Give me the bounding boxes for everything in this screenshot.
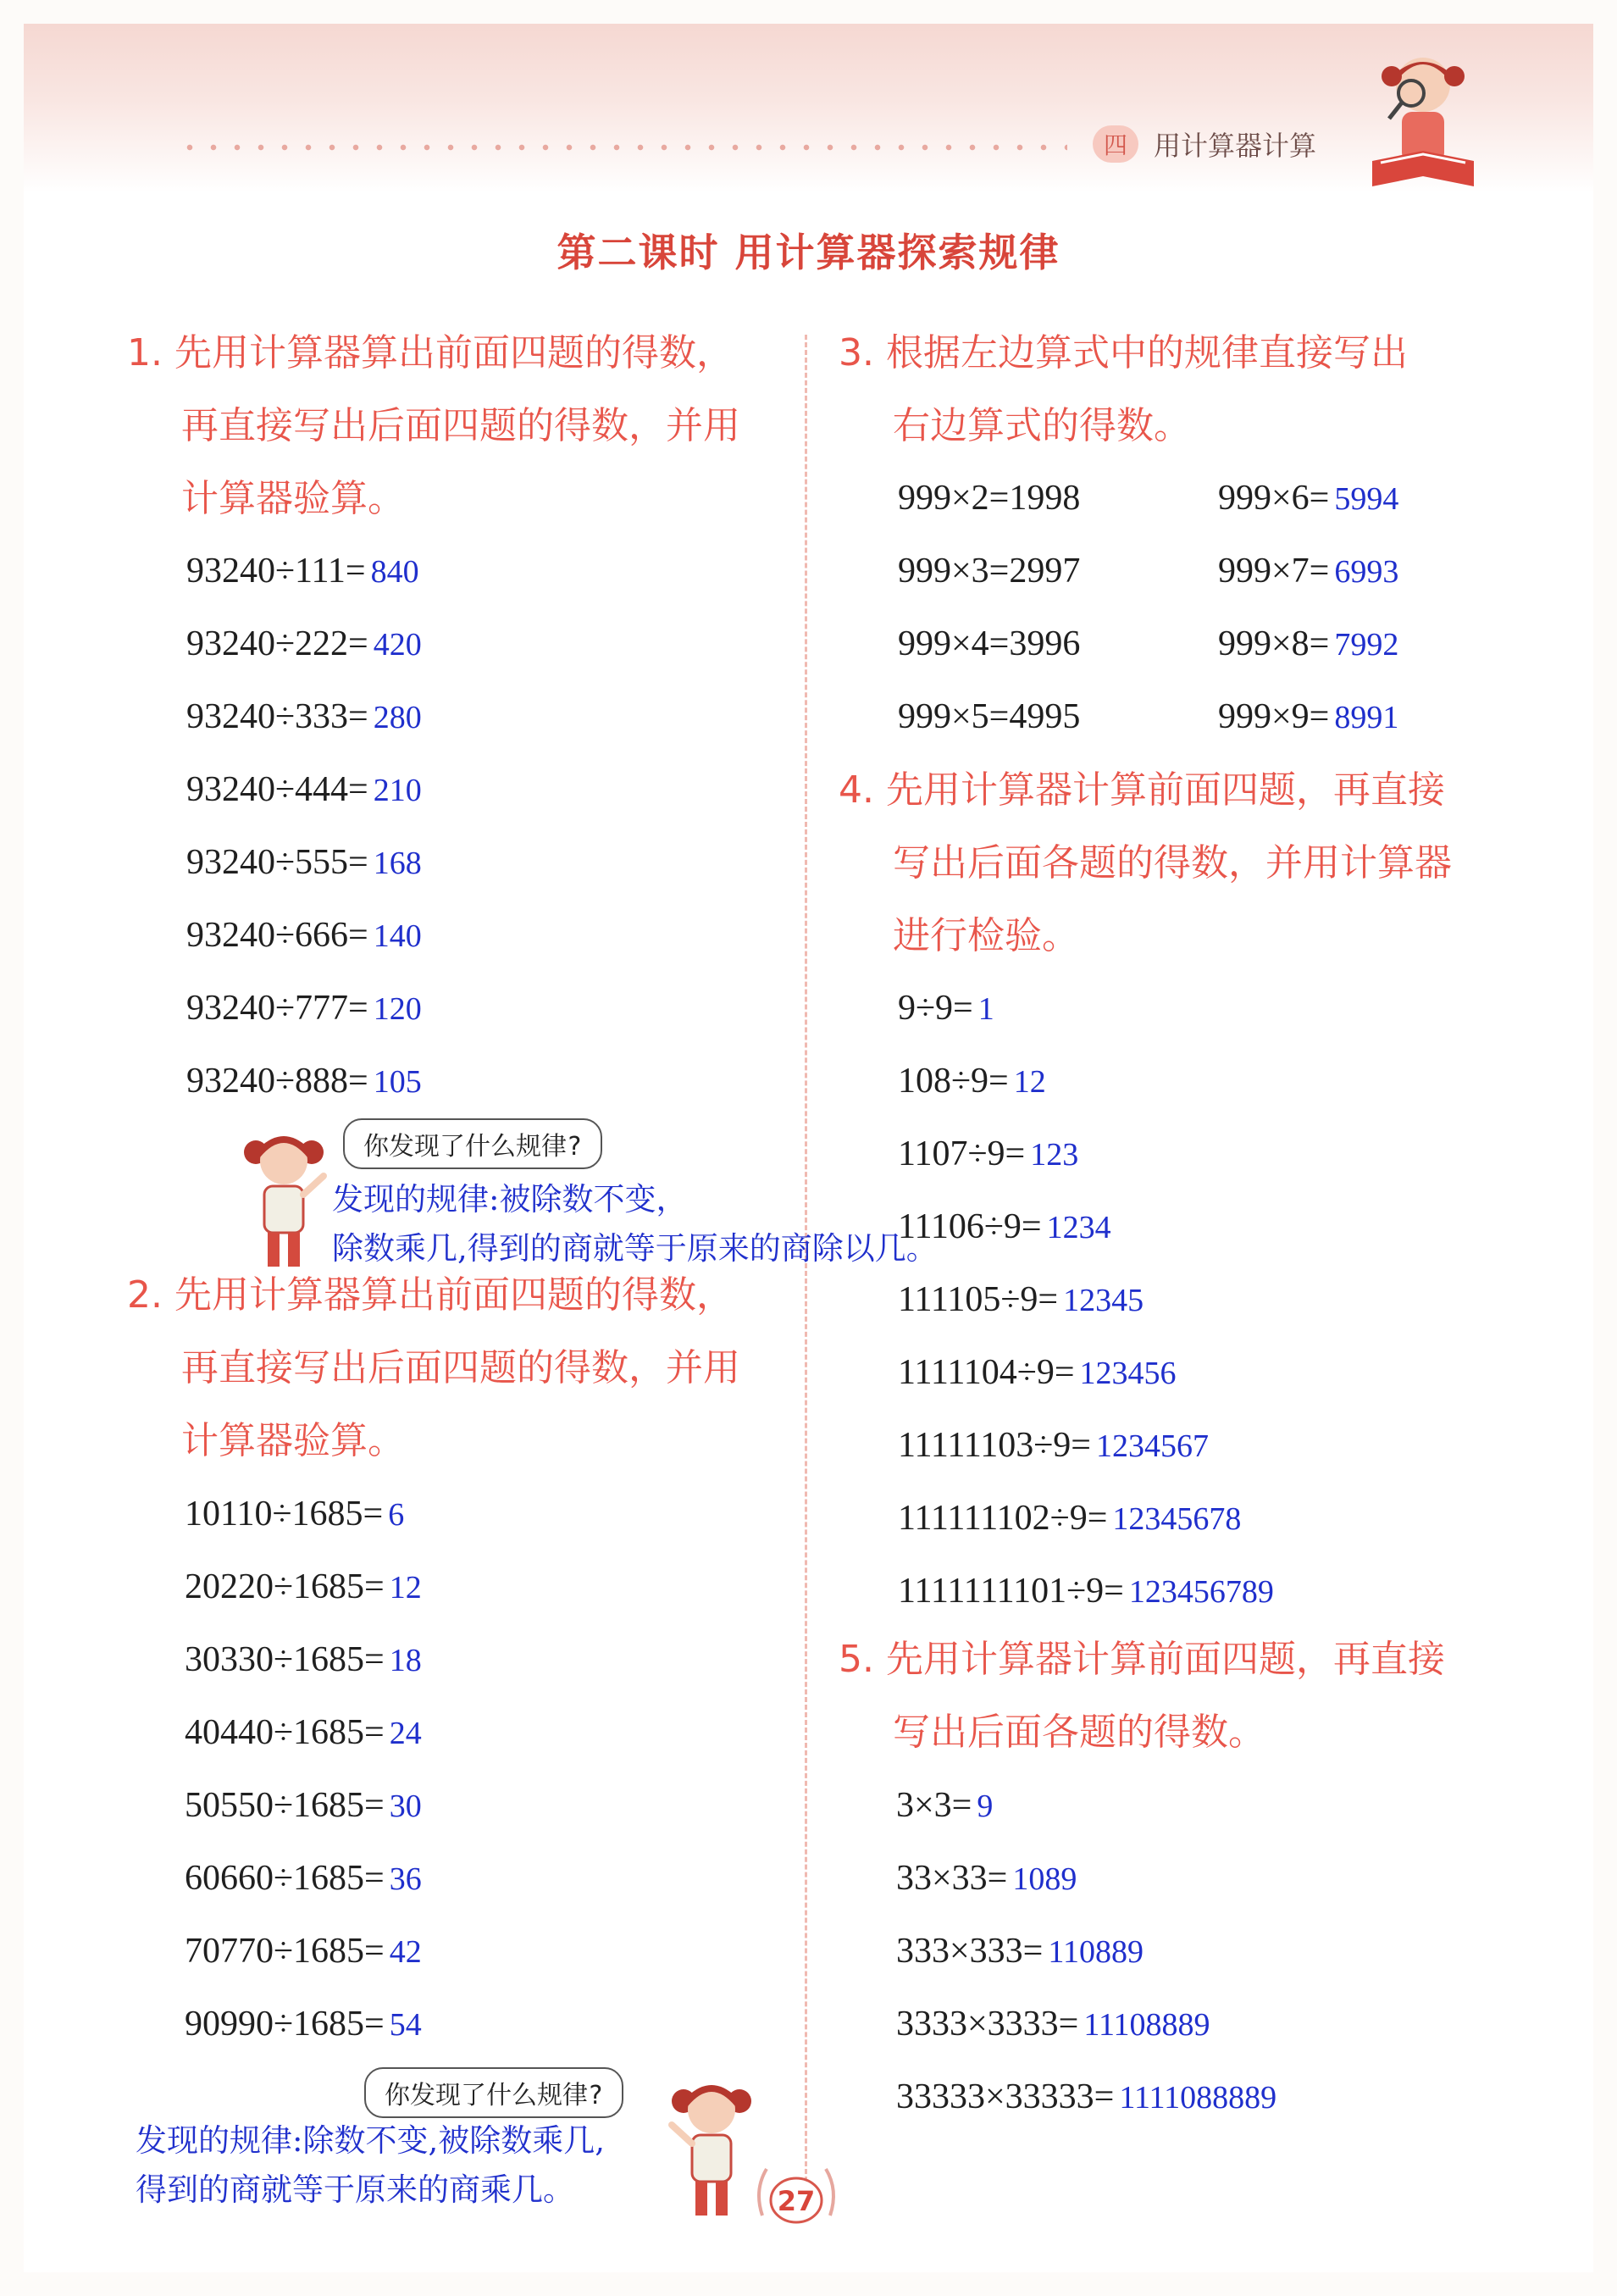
q4-expr: 1111111101÷9= xyxy=(898,1572,1124,1611)
q1-answer: 140 xyxy=(373,918,422,954)
q1-item xyxy=(186,988,422,1029)
q5-answer: 1111088889 xyxy=(1119,2080,1277,2116)
q5-item xyxy=(896,2004,1210,2044)
q5-item xyxy=(896,2077,1276,2117)
q2-item xyxy=(185,1639,422,1680)
q3-expr: 999×9= xyxy=(1218,697,1330,736)
q2-answer: 42 xyxy=(389,1934,422,1970)
q1-item xyxy=(186,842,422,883)
q2-expr: 40440÷1685= xyxy=(185,1713,385,1752)
q2-instruction xyxy=(127,1259,740,1478)
q1-answer: 120 xyxy=(373,991,422,1027)
q5-expr: 33333×33333= xyxy=(896,2077,1115,2116)
q2-speech-bubble: 你发现了什么规律? xyxy=(364,2067,623,2118)
q5-item xyxy=(896,1931,1144,1972)
q1-item xyxy=(186,696,422,737)
q1-answer: 840 xyxy=(370,554,419,590)
q3-line-2: 右边算式的得数。 xyxy=(893,404,1191,447)
chapter-title: 用计算器计算 xyxy=(1154,130,1317,162)
q4-answer: 123456 xyxy=(1079,1356,1177,1391)
q5-answer: 110889 xyxy=(1048,1934,1144,1970)
lesson-title: 第二课时 用计算器探索规律 xyxy=(557,230,1060,275)
q4-item xyxy=(898,1134,1078,1174)
q2-answer: 30 xyxy=(389,1789,422,1824)
q3-instruction xyxy=(839,317,1408,463)
q4-item xyxy=(898,1206,1111,1247)
q3-left-item: 999×2=1998 xyxy=(898,479,1081,518)
q2-expr: 20220÷1685= xyxy=(185,1567,385,1606)
page-number: 27 xyxy=(777,2185,816,2217)
q2-item xyxy=(185,1494,404,1534)
q4-expr: 111105÷9= xyxy=(898,1280,1059,1319)
q3-expr: 999×6= xyxy=(1218,479,1330,518)
q4-answer: 1 xyxy=(977,991,994,1027)
q2-line-3: 计算器验算。 xyxy=(181,1419,405,1462)
q3-answer: 6993 xyxy=(1334,554,1399,590)
q2-answer: 54 xyxy=(389,2007,422,2043)
girl-thinking-illustration xyxy=(665,2076,758,2220)
reading-girl-illustration xyxy=(1364,51,1482,203)
q3-right-item xyxy=(1218,624,1398,664)
q4-expr: 11111103÷9= xyxy=(898,1426,1091,1465)
q5-item xyxy=(896,1785,993,1826)
q3-answer: 5994 xyxy=(1334,481,1399,517)
q1-expr: 93240÷666= xyxy=(186,916,368,955)
q3-expr: 999×7= xyxy=(1218,552,1330,591)
q1-answer: 280 xyxy=(373,700,422,735)
q4-answer: 12 xyxy=(1013,1064,1046,1100)
q2-item xyxy=(185,1785,422,1826)
q3-right-item xyxy=(1218,551,1398,591)
q2-note-line-2: 得到的商就等于原来的商乘几。 xyxy=(136,2171,574,2208)
q4-item xyxy=(898,1425,1209,1466)
q4-line-2: 写出后面各题的得数，并用计算器 xyxy=(893,841,1452,885)
q1-item xyxy=(186,769,422,810)
q5-line-2: 写出后面各题的得数。 xyxy=(893,1711,1265,1754)
q2-note xyxy=(136,2116,605,2215)
header-dots xyxy=(178,144,1067,151)
q4-item xyxy=(898,1279,1144,1320)
q1-answer: 105 xyxy=(373,1064,422,1100)
q1-instruction xyxy=(127,317,740,535)
q1-line-1: 1. 先用计算器算出前面四题的得数， xyxy=(127,331,734,374)
q1-expr: 93240÷333= xyxy=(186,697,368,736)
chapter-header xyxy=(1093,123,1316,165)
q4-answer: 123 xyxy=(1030,1137,1079,1173)
q1-expr: 93240÷777= xyxy=(186,989,368,1028)
q4-answer: 123456789 xyxy=(1128,1574,1274,1610)
q3-answer: 8991 xyxy=(1334,700,1399,735)
q3-left-item: 999×4=3996 xyxy=(898,624,1081,663)
q2-item xyxy=(185,1712,422,1753)
q3-line-1: 3. 根据左边算式中的规律直接写出 xyxy=(839,331,1408,374)
q5-answer: 1089 xyxy=(1012,1861,1077,1897)
q3-answer: 7992 xyxy=(1334,627,1399,663)
q1-line-2: 再直接写出后面四题的得数，并用 xyxy=(181,404,740,447)
q4-answer: 12345 xyxy=(1063,1283,1144,1318)
q2-answer: 12 xyxy=(389,1570,422,1606)
q5-expr: 33×33= xyxy=(896,1859,1008,1898)
q3-right-item xyxy=(1218,478,1398,519)
q3-left-item: 999×3=2997 xyxy=(898,552,1081,591)
q5-line-1: 5. 先用计算器计算前面四题，再直接 xyxy=(839,1638,1445,1681)
q2-item xyxy=(185,1931,422,1972)
q4-item xyxy=(898,1352,1177,1393)
q4-answer: 12345678 xyxy=(1112,1501,1242,1537)
q2-note-line-1: 发现的规律:除数不变,被除数乘几, xyxy=(136,2122,605,2159)
q3-expr: 999×8= xyxy=(1218,624,1330,663)
q1-expr: 93240÷888= xyxy=(186,1062,368,1101)
q3-left-item: 999×5=4995 xyxy=(898,697,1081,736)
q2-answer: 36 xyxy=(389,1861,422,1897)
q1-expr: 93240÷111= xyxy=(186,552,366,591)
q4-item xyxy=(898,1571,1274,1611)
q1-expr: 93240÷555= xyxy=(186,843,368,882)
q1-speech-bubble: 你发现了什么规律? xyxy=(343,1118,602,1169)
q5-answer: 11108889 xyxy=(1083,2007,1210,2043)
q1-note-line-2: 除数乘几,得到的商就等于原来的商除以几。 xyxy=(332,1230,938,1267)
q4-line-3: 进行检验。 xyxy=(893,914,1079,957)
q2-expr: 30330÷1685= xyxy=(185,1640,385,1679)
q2-item xyxy=(185,2004,422,2044)
q2-expr: 50550÷1685= xyxy=(185,1786,385,1825)
q2-item xyxy=(185,1567,422,1607)
q4-instruction xyxy=(839,754,1452,973)
q1-answer: 420 xyxy=(373,627,422,663)
q2-answer: 18 xyxy=(389,1643,422,1678)
q2-line-1: 2. 先用计算器算出前面四题的得数， xyxy=(127,1273,734,1317)
q4-item xyxy=(898,1061,1046,1101)
q1-expr: 93240÷222= xyxy=(186,624,368,663)
q1-expr: 93240÷444= xyxy=(186,770,368,809)
q2-expr: 60660÷1685= xyxy=(185,1859,385,1898)
q1-item xyxy=(186,624,422,664)
q1-item xyxy=(186,915,422,956)
q5-answer: 9 xyxy=(977,1789,994,1824)
q4-expr: 11106÷9= xyxy=(898,1207,1042,1246)
q1-item xyxy=(186,551,419,591)
q4-expr: 1107÷9= xyxy=(898,1134,1026,1173)
q5-instruction xyxy=(839,1623,1445,1769)
header-band xyxy=(24,24,1593,193)
q2-item xyxy=(185,1858,422,1899)
q1-line-3: 计算器验算。 xyxy=(181,477,405,520)
q5-expr: 333×333= xyxy=(896,1932,1044,1971)
q5-expr: 3×3= xyxy=(896,1786,972,1825)
q2-expr: 10110÷1685= xyxy=(185,1495,384,1533)
q4-expr: 1111104÷9= xyxy=(898,1353,1075,1392)
q2-line-2: 再直接写出后面四题的得数，并用 xyxy=(181,1346,740,1389)
q4-expr: 9÷9= xyxy=(898,989,973,1028)
girl-thinking-illustration xyxy=(237,1127,330,1271)
q4-item xyxy=(898,1498,1241,1539)
q5-expr: 3333×3333= xyxy=(896,2005,1079,2044)
q4-answer: 1234567 xyxy=(1095,1428,1209,1464)
q4-answer: 1234 xyxy=(1046,1210,1111,1245)
q1-item xyxy=(186,1061,422,1101)
q1-note-line-1: 发现的规律:被除数不变， xyxy=(332,1181,688,1217)
q2-expr: 90990÷1685= xyxy=(185,2005,385,2044)
q2-expr: 70770÷1685= xyxy=(185,1932,385,1971)
q4-expr: 111111102÷9= xyxy=(898,1499,1108,1538)
q4-line-1: 4. 先用计算器计算前面四题，再直接 xyxy=(839,768,1445,812)
q2-answer: 6 xyxy=(388,1497,405,1533)
q3-right-item xyxy=(1218,696,1398,737)
q4-expr: 108÷9= xyxy=(898,1062,1009,1101)
q1-answer: 210 xyxy=(373,773,422,808)
page-number-badge xyxy=(745,2156,847,2241)
q4-item xyxy=(898,988,994,1029)
q2-answer: 24 xyxy=(389,1716,422,1751)
q1-answer: 168 xyxy=(373,846,422,881)
q5-item xyxy=(896,1858,1077,1899)
chapter-number: 四 xyxy=(1093,125,1138,163)
